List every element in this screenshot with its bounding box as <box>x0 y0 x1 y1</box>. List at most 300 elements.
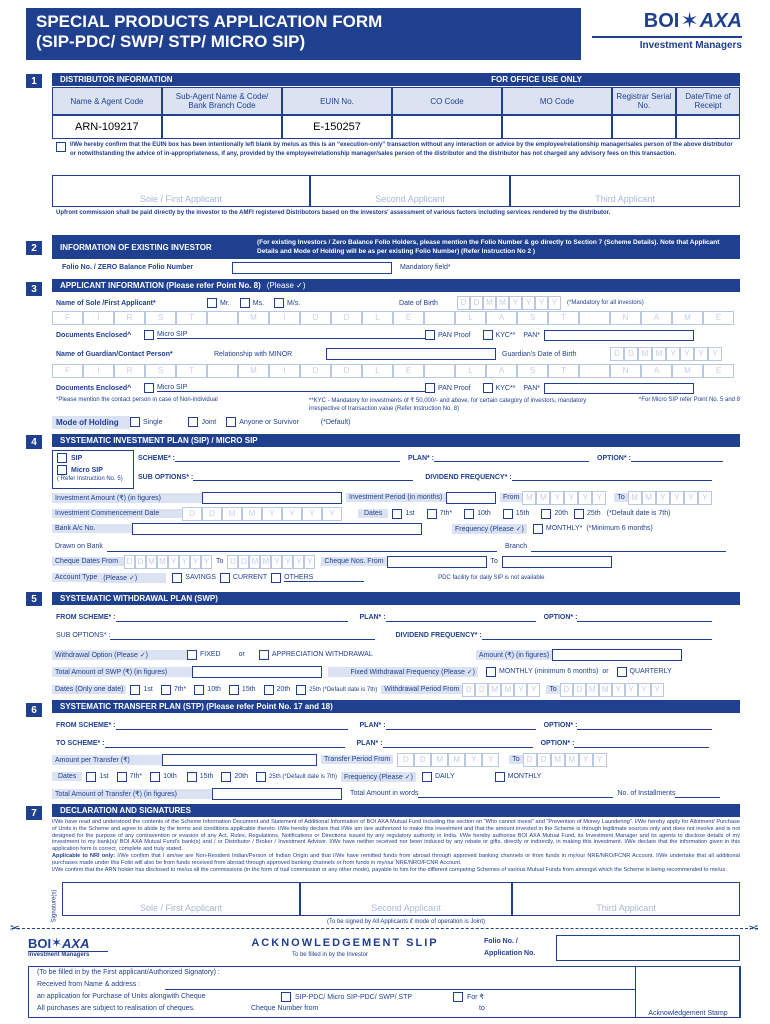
swp-7th-label: 7th* <box>173 686 187 693</box>
decl-sig-second[interactable]: Second Applicant <box>300 882 512 916</box>
swp-7th-checkbox[interactable] <box>161 685 171 695</box>
withdrawal-option-row <box>52 648 740 661</box>
minimum-months-note: (*Minimum 6 months) <box>586 525 653 532</box>
declaration-heading: DECLARATION AND SIGNATURES <box>60 806 191 815</box>
stp-from-option-input[interactable] <box>577 722 712 730</box>
section-5-bar <box>52 592 740 605</box>
refer-instruction-label: ( Refer Instruction No. 5) <box>57 476 123 482</box>
mo-code-field[interactable] <box>502 115 612 139</box>
stp-15th-checkbox[interactable] <box>187 772 197 782</box>
ack-appno-box[interactable] <box>556 935 740 961</box>
ack-stamp-label: Acknowledgement Stamp <box>648 1010 728 1017</box>
sip-amount-row <box>52 491 740 504</box>
ms-label: Ms. <box>252 299 265 307</box>
sip-commencement-row <box>52 507 740 520</box>
cheque-nos-to-input[interactable] <box>502 556 612 568</box>
stp-7th-checkbox[interactable] <box>117 772 127 782</box>
section-3-bar <box>52 279 740 292</box>
swp-quarterly-checkbox[interactable] <box>617 667 627 677</box>
cheque-from-grid[interactable]: D D M M Y Y Y Y <box>124 555 212 569</box>
joint-checkbox[interactable] <box>188 417 198 427</box>
ack-title: ACKNOWLEDGEMENT SLIP <box>251 937 439 949</box>
stp-period-from-label: Transfer Period From <box>321 755 393 764</box>
col-co-code: CO Code <box>392 87 502 115</box>
sip-commencement-grid[interactable]: D D M M Y Y Y Y <box>182 507 342 521</box>
cut-line <box>12 928 758 929</box>
ack-body <box>28 966 740 1018</box>
col-name-agent: Name & Agent Code <box>52 87 162 115</box>
date-20th-label: 20th <box>554 510 568 517</box>
stp-to-grid[interactable]: D D M M Y Y <box>523 753 607 767</box>
kyc-checkbox[interactable] <box>483 330 493 340</box>
stp-installments-input[interactable] <box>675 790 720 798</box>
stp-dates-row <box>52 770 740 783</box>
date-time-field[interactable] <box>676 115 740 139</box>
sip-option-label: OPTION* : <box>597 454 631 462</box>
account-type-row <box>52 571 740 584</box>
cheque-nos-from-input[interactable] <box>387 556 487 568</box>
stp-daily-label: DAILY <box>434 773 455 780</box>
sig-first-applicant[interactable]: Sole / First Applicant <box>52 175 310 207</box>
savings-checkbox[interactable] <box>172 573 182 583</box>
sig-third-applicant[interactable]: Third Applicant <box>510 175 740 207</box>
sip-plan-label: PLAN* : <box>407 454 435 462</box>
scissors-icon: ✂ <box>748 921 759 935</box>
swp-dates-row <box>52 683 740 696</box>
logo-subtext: Investment Managers <box>592 36 742 51</box>
pan-input[interactable] <box>544 330 694 341</box>
stp-from-row <box>52 719 740 732</box>
header-bar <box>26 8 581 60</box>
office-use-heading: FOR OFFICE USE ONLY <box>491 75 582 84</box>
stp-total-row <box>52 787 740 800</box>
sip-plan-input[interactable] <box>434 454 589 462</box>
swp-dates-label: Dates (Only one date) <box>52 685 126 694</box>
swp-10th-checkbox[interactable] <box>194 685 204 695</box>
decl-sig-first[interactable]: Sole / First Applicant <box>62 882 300 916</box>
logo-axa: AXA <box>699 9 742 32</box>
drawn-bank-input[interactable] <box>107 542 497 552</box>
pan-label: PAN* <box>523 331 541 339</box>
swp-plan-input[interactable] <box>386 614 536 622</box>
first-applicant-row <box>52 296 740 310</box>
nri-text: I/We confirm that I am/we are Non-Resident Indian/Person of Indian Origin and that I/We have remitted funds from abroad through approved banking channels or from funds in my/our NRE/NRO/FCNR Account. I/We undertake that all additional purchases made under this Folio will also be from funds received from abroad through approved banking channels or from funds in my/our NRE/NRO/FCNR Account. <box>52 852 740 866</box>
account-type-label: Account Type <box>52 573 100 582</box>
sip-amount-label: Investment Amount (₹) (in figures) <box>52 493 202 503</box>
section-2-bar <box>52 235 740 259</box>
signatures-side-label <box>48 884 60 928</box>
swp-total-row <box>52 665 740 678</box>
ack-line-2: Received from Name & address : <box>37 981 141 988</box>
fixed-checkbox[interactable] <box>187 650 197 660</box>
swp-amount-input[interactable] <box>552 649 682 661</box>
stp-1st-checkbox[interactable] <box>86 772 96 782</box>
swp-from-scheme-input[interactable] <box>116 614 348 622</box>
stp-monthly-label: MONTHLY <box>507 773 542 780</box>
stp-20th-label: 20th <box>234 773 248 780</box>
mrs-label: M/s. <box>287 299 301 307</box>
form-subtitle: (SIP-PDC/ SWP/ STP/ MICRO SIP) <box>36 32 306 51</box>
ack-line-1: (To be filled in by the First applicant/Authorized Signatory) : <box>37 969 220 976</box>
sip-sub-options-input[interactable] <box>193 473 413 481</box>
declaration-para-3: I/We confirm that the ARN holder has disclosed to me/us all the commissions (in the form of trail commission or any other mode), payable to him for the different competing Schemes of various Mutual Funds from amongst which the Scheme is being recommended to me/us. <box>52 866 727 873</box>
date-1st-label: 1st <box>405 510 415 517</box>
section-6-number: 6 <box>26 703 42 717</box>
swp-amount-label: Amount (₹) (in figures) <box>476 650 552 660</box>
fixed-label: FIXED <box>200 651 221 658</box>
stp-25th-checkbox[interactable] <box>256 772 266 782</box>
declaration-para-2 <box>52 853 740 867</box>
first-applicant-name-grid[interactable]: F I R S T M I D D L E L A S T N A M E <box>52 311 734 325</box>
bank-account-label: Bank A/c No. <box>52 524 132 533</box>
micro-sip-point-note: ^For Micro SIP refer Point No. 5 and 8 <box>638 397 740 403</box>
sip-suboption-row <box>138 473 712 481</box>
swp-option-label: OPTION* : <box>543 614 578 621</box>
pan-proof-checkbox-2[interactable] <box>425 383 435 393</box>
branch-label: Branch <box>505 543 528 550</box>
swp-total-label: Total Amount of SWP (₹) (in figures) <box>52 667 192 677</box>
swp-15th-label: 15th <box>241 686 256 693</box>
sip-monthly-checkbox[interactable] <box>533 524 543 534</box>
swp-sub-options-input[interactable] <box>110 632 375 640</box>
ack-line-4: All purchases are subject to realisation of cheques. <box>37 1005 195 1012</box>
sip-bank-row <box>52 522 740 535</box>
stp-from-plan-input[interactable] <box>386 722 536 730</box>
stp-from-scheme-label: FROM SCHEME* : <box>56 722 116 729</box>
survivor-label: Anyone or Survivor <box>239 418 299 426</box>
euin-declaration-checkbox[interactable] <box>56 142 66 152</box>
kyc-label: KYC** <box>495 331 516 339</box>
swp-total-input[interactable] <box>192 666 322 678</box>
stp-20th-checkbox[interactable] <box>221 772 231 782</box>
stp-amount-input[interactable] <box>162 754 317 766</box>
sip-scheme-row <box>138 454 723 462</box>
date-10th-checkbox[interactable] <box>464 509 474 519</box>
micro-sip-doc-checkbox-2[interactable] <box>144 383 154 393</box>
section-2-number: 2 <box>26 241 42 255</box>
ack-logo-axa: AXA <box>62 935 90 951</box>
ack-appno-label: Application No. <box>484 950 536 957</box>
swp-25th-label: 25th (*Default date is 7th) <box>309 686 378 693</box>
appreciation-label: APPRECIATION WITHDRAWAL <box>271 651 373 658</box>
section-7-bar <box>52 804 740 817</box>
scissors-icon: ✂ <box>10 921 21 935</box>
declaration-para-1: I/We have read and understood the contents of the Scheme Information Document and Statement of Additional Information of BOI AXA Mutual Fund including the section on “Who cannot invest” and “Prevention of Money Laundering”. I/We hereby apply for Allotment/ Purchase of Units in the Scheme and agree to abide by the terms and conditions applicable thereto. I/We hereby declare that I/We am /are authorized to make this investment and that the amount invested in the Scheme is through legitimate sources only and does not involve and is not designed for the purpose of any contravention or evasion of any Act, Rules, Regulations, Notifications or Directions issued by any regulatory authority in India. I/We hereby authorise BOI AXA Mutual Fund, its Investment Manager and its agents to disclose details of my investment to my bank(s)/ BOI AXA Mutual Fund's bank(s) and / or Distributor / Broker / Investment Advisor. I/We have neither received nor been induced by any rebate or gifts, directly or indirectly, in making this investment. I/We declare that the information given in this application form is correct, complete and truly stated. <box>52 819 740 853</box>
stp-from-scheme-input[interactable] <box>116 722 348 730</box>
section-4-number: 4 <box>26 435 42 449</box>
ack-logo-boi: BOI <box>28 935 52 951</box>
guardian-dob-label: Guardian's Date of Birth <box>502 350 577 358</box>
stp-amount-row <box>52 753 740 766</box>
default-label: (*Default) <box>320 418 351 426</box>
stp-to-option-input[interactable] <box>574 740 709 748</box>
stp-heading: SYSTEMATIC TRANSFER PLAN (STP) (Please refer Point No. 17 and 18) <box>60 702 333 711</box>
stp-to-plan-input[interactable] <box>383 740 533 748</box>
sip-option-input[interactable] <box>631 454 723 462</box>
relationship-input[interactable] <box>326 348 496 360</box>
mandatory-field-label: Mandatory field* <box>400 264 451 271</box>
swp-20th-label: 20th <box>276 686 291 693</box>
date-15th-label: 15th <box>515 510 530 517</box>
pan-proof-checkbox[interactable] <box>425 330 435 340</box>
ack-type-label: SIP-PDC/ Micro SIP-PDC/ SWP/ STP <box>295 993 413 1001</box>
cheque-to-label: To <box>216 558 224 565</box>
micro-sip-doc-label-2: Micro SIP <box>157 384 425 392</box>
micro-sip-doc-checkbox[interactable] <box>144 330 154 340</box>
stp-from-grid[interactable]: D D M M Y Y <box>397 753 499 767</box>
current-checkbox[interactable] <box>220 573 230 583</box>
applicant-info-heading: APPLICANT INFORMATION (Please refer Point No. 8) <box>60 281 261 290</box>
existing-investor-heading: INFORMATION OF EXISTING INVESTOR <box>60 242 212 252</box>
sip-scheme-label: SCHEME* : <box>138 454 175 462</box>
stp-7th-label: 7th* <box>129 773 143 780</box>
guardian-name-grid[interactable]: F I R S T M I D D L E L A S T N A M E <box>52 364 734 378</box>
euin-declaration-text: I/We hereby confirm that the EUIN box has been intentionally left blank by me/us as this is an “execution-only” transaction without any interaction or advice by the employee/relationship manager/sales person of the above distributor or notwithstanding the advice of in-appropriateness, if any, provided by the employee/relationship manager/sales person of the distributor and the distributor has not charged any advisory fees on this transaction. <box>70 142 733 157</box>
logo-boi: BOI <box>643 9 680 32</box>
section-6-bar <box>52 700 740 713</box>
date-7th-checkbox[interactable] <box>427 509 437 519</box>
single-label: Single <box>143 418 163 426</box>
contact-person-note: *Please mention the contact person in case of Non-individual <box>56 397 218 403</box>
swp-plan-label: PLAN* : <box>359 614 386 621</box>
guardian-row <box>52 347 740 361</box>
branch-input[interactable] <box>531 542 726 552</box>
docs-enclosed-label: Documents Enclosed^ <box>56 331 132 339</box>
appreciation-checkbox[interactable] <box>259 650 269 660</box>
date-20th-checkbox[interactable] <box>541 509 551 519</box>
sip-to-grid[interactable]: M M Y Y Y Y <box>628 491 712 505</box>
stp-dates-label: Dates <box>52 772 82 781</box>
sip-amount-input[interactable] <box>202 492 342 504</box>
default-date-note: (*Default date is 7th) <box>606 510 671 517</box>
section-1-number: 1 <box>26 74 42 88</box>
ack-for-checkbox[interactable] <box>453 992 463 1002</box>
swp-suboption-row <box>52 629 740 642</box>
distributor-columns <box>52 87 740 115</box>
current-label: CURRENT <box>232 574 268 581</box>
folio-input[interactable] <box>232 262 392 274</box>
stp-to-option-label: OPTION* : <box>540 740 575 747</box>
section-3-number: 3 <box>26 282 42 296</box>
stp-15th-label: 15th <box>199 773 214 780</box>
sub-agent-field[interactable] <box>162 115 282 139</box>
withdrawal-option-label: Withdrawal Option (Please ✓) <box>52 650 187 660</box>
applicant-info-tail: (Please ✓) <box>266 281 306 290</box>
sip-to-label: To <box>614 493 627 502</box>
stp-from-option-label: OPTION* : <box>543 722 578 729</box>
folio-row <box>52 261 740 274</box>
swp-monthly-label: MONTHLY (minimum 6 months) <box>499 668 599 675</box>
stp-to-row <box>52 737 740 750</box>
others-checkbox[interactable] <box>271 573 281 583</box>
col-euin: EUIN No. <box>282 87 392 115</box>
stp-10th-label: 10th <box>163 773 177 780</box>
swp-15th-checkbox[interactable] <box>229 685 239 695</box>
sip-frequency-label: Frequency (Please ✓) <box>452 524 527 534</box>
boi-axa-logo <box>592 8 742 68</box>
micro-sip-doc-label: Micro SIP <box>157 331 425 339</box>
arn-code-field[interactable]: ARN-109217 <box>52 115 162 139</box>
swp-from-grid[interactable]: D D M M Y Y <box>462 683 540 697</box>
mr-checkbox[interactable] <box>207 298 217 308</box>
swp-to-label: To <box>546 685 559 694</box>
distributor-values <box>52 115 740 139</box>
bank-account-input[interactable] <box>132 523 422 535</box>
stp-to-scheme-input[interactable] <box>105 740 345 748</box>
ack-folio-label: Folio No. / <box>484 938 518 945</box>
swp-from-scheme-label: FROM SCHEME* : <box>56 614 116 621</box>
distributor-signatures <box>52 175 740 207</box>
swp-monthly-checkbox[interactable] <box>486 667 496 677</box>
star-icon: ✶ <box>680 8 699 33</box>
sip-dividend-input[interactable] <box>512 473 712 481</box>
section-5-number: 5 <box>26 592 42 606</box>
docs-row-1 <box>52 329 740 341</box>
sip-period-input[interactable] <box>446 492 496 504</box>
savings-label: SAVINGS <box>185 574 216 581</box>
swp-10th-label: 10th <box>207 686 221 693</box>
single-checkbox[interactable] <box>130 417 140 427</box>
ack-for-label: For ₹ <box>467 994 484 1001</box>
existing-investor-note: (For existing Investors / Zero Balance Folio Holders, please mention the Folio Number & go directly to Section 7 (Scheme Details). Note that Applicant Details and Mode of Holding will be as per existing Folio Number) (Refer Instruction No 2 ) <box>257 239 720 255</box>
euin-declaration <box>52 141 740 159</box>
stp-total-input[interactable] <box>212 788 342 800</box>
swp-20th-checkbox[interactable] <box>264 685 274 695</box>
swp-option-input[interactable] <box>577 614 712 622</box>
swp-sub-options-label: SUB OPTIONS* : <box>56 632 111 639</box>
co-code-field[interactable] <box>392 115 502 139</box>
stp-10th-checkbox[interactable] <box>150 772 160 782</box>
cheque-nos-to-label: To <box>490 558 498 565</box>
guardian-label: Name of Guardian/Contact Person* <box>56 350 173 358</box>
drawn-bank-label: Drawn on Bank <box>55 543 103 550</box>
date-15th-checkbox[interactable] <box>503 509 513 519</box>
ack-type-checkbox[interactable] <box>281 992 291 1002</box>
others-label: OTHERS <box>284 574 364 582</box>
sip-from-grid[interactable]: M M Y Y Y Y <box>522 491 606 505</box>
ack-type-row <box>281 992 412 1002</box>
date-1st-checkbox[interactable] <box>392 509 402 519</box>
sip-label: SIP <box>71 454 83 462</box>
sip-monthly-label: MONTHLY* <box>545 525 583 532</box>
sig-second-applicant[interactable]: Second Applicant <box>310 175 510 207</box>
stp-total-label: Total Amount of Transfer (₹) (in figures) <box>52 789 212 799</box>
cheque-to-grid[interactable]: D D M M Y Y Y Y <box>227 555 315 569</box>
sip-period-label: Investment Period (in months) <box>346 493 446 502</box>
fixed-freq-label: Fixed Withdrawal Frequency (Please ✓) <box>328 667 478 677</box>
pan-label-2: PAN* <box>523 384 541 392</box>
guardian-dob-grid[interactable]: D D M M Y Y Y Y <box>610 347 722 361</box>
joint-sign-note: (To be signed by All Applicants if mode of operation is Joint) <box>326 919 486 925</box>
col-registrar: Registrar Serial No. <box>612 87 676 115</box>
micro-sip-checkbox[interactable] <box>57 465 67 475</box>
applicant-notes <box>52 397 740 413</box>
registrar-field[interactable] <box>612 115 676 139</box>
ack-logo-sub: Investment Managers <box>28 951 108 958</box>
stp-frequency-label: Frequency (Please ✓) <box>341 772 416 782</box>
docs-row-2 <box>52 382 740 394</box>
swp-1st-checkbox[interactable] <box>130 685 140 695</box>
sip-from-label: From <box>500 493 522 502</box>
declaration-text <box>52 819 740 873</box>
ack-cheque-label: Cheque Number from <box>251 1005 319 1012</box>
joint-label: Joint <box>201 418 217 426</box>
decl-sig-third[interactable]: Third Applicant <box>512 882 740 916</box>
micro-sip-label: Micro SIP <box>71 466 103 474</box>
ack-to-label: to <box>479 1005 485 1012</box>
ack-stamp-box[interactable] <box>635 966 741 1018</box>
swp-to-grid[interactable]: D D M M Y Y Y Y <box>560 683 664 697</box>
swp-25th-checkbox[interactable] <box>296 685 306 695</box>
sole-applicant-label: Name of Sole /First Applicant* <box>56 299 156 307</box>
sip-dates-label: Dates <box>358 509 388 518</box>
account-type-tail: (Please ✓) <box>100 573 166 583</box>
stp-installments-label: No. of Installments <box>617 790 676 797</box>
kyc-checkbox-2[interactable] <box>483 383 493 393</box>
stp-words-label: Total Amount in words <box>350 790 419 797</box>
mode-of-holding-row <box>52 415 740 429</box>
section-7-number: 7 <box>26 806 42 820</box>
folio-label: Folio No. / ZERO Balance Folio Number <box>62 264 194 271</box>
swp-1st-label: 1st <box>143 686 153 693</box>
cheque-dates-row <box>52 555 740 568</box>
mrs-checkbox[interactable] <box>274 298 284 308</box>
swp-heading: SYSTEMATIC WITHDRAWAL PLAN (SWP) <box>60 594 218 603</box>
ms-checkbox[interactable] <box>240 298 250 308</box>
date-10th-label: 10th <box>477 510 491 517</box>
ack-logo <box>28 935 108 958</box>
stp-monthly-checkbox[interactable] <box>495 772 505 782</box>
signatures-vertical: Signature(s) <box>51 889 57 923</box>
section-1-bar <box>52 73 740 86</box>
stp-to-scheme-label: TO SCHEME* : <box>56 740 105 747</box>
sip-sub-options-label: SUB OPTIONS* : <box>138 473 194 481</box>
sip-commencement-label: Investment Commencement Date <box>52 509 182 518</box>
cheque-nos-label: Cheque Nos. From <box>321 557 386 566</box>
swp-or-label: or <box>602 668 609 675</box>
swp-scheme-row <box>52 611 740 624</box>
stp-to-label: To <box>509 755 522 764</box>
swp-dividend-input[interactable] <box>482 632 712 640</box>
sip-checkbox[interactable] <box>57 453 67 463</box>
mandatory-all-note: (*Mandatory for all investors) <box>567 300 644 306</box>
ack-address-input[interactable] <box>165 989 635 990</box>
pan-input-2[interactable] <box>544 383 694 394</box>
stp-daily-checkbox[interactable] <box>422 772 432 782</box>
sip-heading: SYSTEMATIC INVESTMENT PLAN (SIP) / MICRO SIP <box>60 436 258 445</box>
form-title: SPECIAL PRODUCTS APPLICATION FORM <box>36 12 383 31</box>
ack-line-3: an application for Purchase of Units alongwith Cheque <box>37 993 206 1000</box>
dob-grid[interactable]: D D M M Y Y Y Y <box>457 296 561 310</box>
stp-words-input[interactable] <box>418 790 613 798</box>
pan-proof-label-2: PAN Proof <box>438 384 471 392</box>
kyc-mandatory-note: **KYC - Mandatory for investments of ₹ 50,000/- and above, for certain category of investors, mandatory irrespective of transaction value (Refer Instruction No. 8) <box>309 398 587 412</box>
date-7th-label: 7th* <box>439 510 453 517</box>
col-date-time: Date/Time of Receipt <box>676 87 740 115</box>
dob-label: Date of Birth <box>399 299 438 307</box>
mode-of-holding-label: Mode of Holding <box>52 416 130 429</box>
stp-25th-label: 25th (*Default date is 7th) <box>268 773 338 780</box>
or-label: or <box>238 651 245 658</box>
relationship-label: Relationship with MINOR <box>214 350 293 358</box>
mr-label: Mr. <box>220 299 230 307</box>
euin-field[interactable]: E-150257 <box>282 115 392 139</box>
sip-scheme-input[interactable] <box>175 454 400 462</box>
survivor-checkbox[interactable] <box>226 417 236 427</box>
swp-dividend-label: DIVIDEND FREQUENCY* : <box>395 632 482 639</box>
kyc-label-2: KYC** <box>495 384 516 392</box>
date-25th-checkbox[interactable] <box>574 509 584 519</box>
